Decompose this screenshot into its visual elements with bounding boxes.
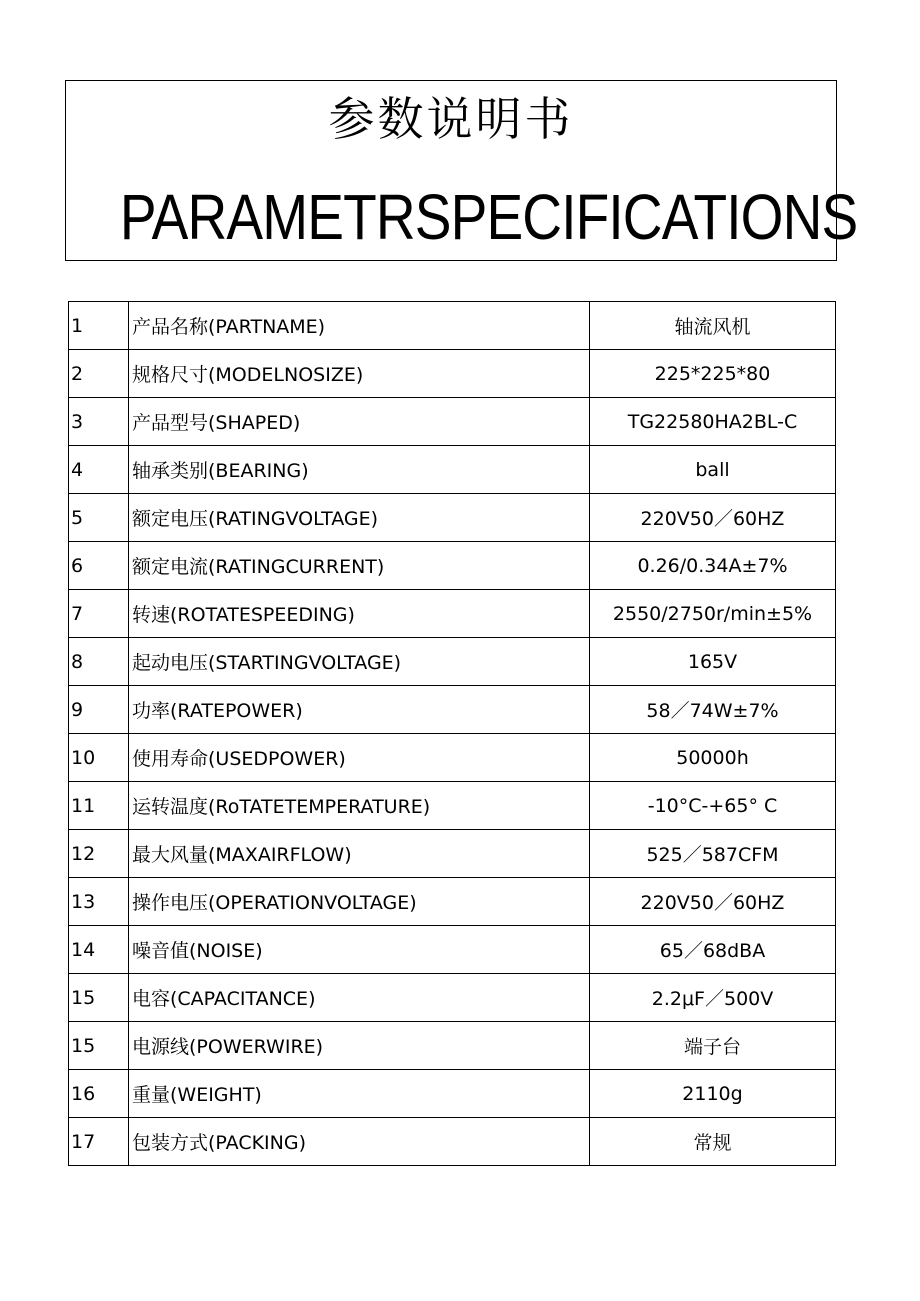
table-row xyxy=(69,638,836,686)
parameter-value: 65／68dBA xyxy=(590,926,836,974)
parameter-value: 端子台 xyxy=(590,1022,836,1070)
parameter-name: 电容(CAPACITANCE) xyxy=(129,974,590,1022)
parameter-value: 225*225*80 xyxy=(590,350,836,398)
parameter-value: 2550/2750r/min±5% xyxy=(590,590,836,638)
parameter-name: 运转温度(RoTATETEMPERATURE) xyxy=(129,782,590,830)
table-row xyxy=(69,542,836,590)
parameter-value: 2.2μF／500V xyxy=(590,974,836,1022)
table-row xyxy=(69,926,836,974)
row-number: 16 xyxy=(69,1070,129,1118)
parameter-name: 噪音值(NOISE) xyxy=(129,926,590,974)
parameter-name: 产品型号(SHAPED) xyxy=(129,398,590,446)
parameter-name: 操作电压(OPERATIONVOLTAGE) xyxy=(129,878,590,926)
table-row xyxy=(69,974,836,1022)
row-number: 17 xyxy=(69,1118,129,1166)
table-row xyxy=(69,590,836,638)
row-number: 15 xyxy=(69,1022,129,1070)
parameter-name: 使用寿命(USEDPOWER) xyxy=(129,734,590,782)
title-english: PARAMETRSPECIFICATIONS xyxy=(119,181,858,253)
parameter-value: 轴流风机 xyxy=(590,302,836,350)
parameter-value: 2110g xyxy=(590,1070,836,1118)
table-row xyxy=(69,398,836,446)
table-row xyxy=(69,302,836,350)
parameter-name: 起动电压(STARTINGVOLTAGE) xyxy=(129,638,590,686)
row-number: 4 xyxy=(69,446,129,494)
parameter-value: 58／74W±7% xyxy=(590,686,836,734)
table-row xyxy=(69,782,836,830)
table-row xyxy=(69,446,836,494)
table-row xyxy=(69,1118,836,1166)
parameter-name: 产品名称(PARTNAME) xyxy=(129,302,590,350)
parameter-value: 常规 xyxy=(590,1118,836,1166)
row-number: 5 xyxy=(69,494,129,542)
title-chinese: 参数说明书 xyxy=(328,92,574,146)
parameter-value: -10°C-+65° C xyxy=(590,782,836,830)
row-number: 15 xyxy=(69,974,129,1022)
row-number: 13 xyxy=(69,878,129,926)
row-number: 9 xyxy=(69,686,129,734)
title-box xyxy=(65,80,858,261)
parameter-name: 转速(ROTATESPEEDING) xyxy=(129,590,590,638)
parameter-name: 包装方式(PACKING) xyxy=(129,1118,590,1166)
row-number: 10 xyxy=(69,734,129,782)
parameter-value: 220V50／60HZ xyxy=(590,878,836,926)
parameter-name: 重量(WEIGHT) xyxy=(129,1070,590,1118)
parameter-value: 525／587CFM xyxy=(590,830,836,878)
table-row xyxy=(69,1022,836,1070)
table-row xyxy=(69,1070,836,1118)
row-number: 7 xyxy=(69,590,129,638)
parameter-value: ball xyxy=(590,446,836,494)
parameter-name: 最大风量(MAXAIRFLOW) xyxy=(129,830,590,878)
table-row xyxy=(69,350,836,398)
row-number: 12 xyxy=(69,830,129,878)
row-number: 2 xyxy=(69,350,129,398)
parameter-name: 轴承类别(BEARING) xyxy=(129,446,590,494)
table-row xyxy=(69,830,836,878)
row-number: 14 xyxy=(69,926,129,974)
parameter-value: 50000h xyxy=(590,734,836,782)
parameter-name: 额定电流(RATINGCURRENT) xyxy=(129,542,590,590)
parameter-value: TG22580HA2BL-C xyxy=(590,398,836,446)
parameter-name: 规格尺寸(MODELNOSIZE) xyxy=(129,350,590,398)
table-row xyxy=(69,734,836,782)
parameter-value: 165V xyxy=(590,638,836,686)
table-row xyxy=(69,686,836,734)
table-row xyxy=(69,878,836,926)
row-number: 1 xyxy=(69,302,129,350)
parameter-name: 额定电压(RATINGVOLTAGE) xyxy=(129,494,590,542)
parameter-value: 220V50／60HZ xyxy=(590,494,836,542)
parameter-name: 功率(RATEPOWER) xyxy=(129,686,590,734)
parameter-name: 电源线(POWERWIRE) xyxy=(129,1022,590,1070)
row-number: 11 xyxy=(69,782,129,830)
row-number: 6 xyxy=(69,542,129,590)
parameter-value: 0.26/0.34A±7% xyxy=(590,542,836,590)
row-number: 8 xyxy=(69,638,129,686)
table-row xyxy=(69,494,836,542)
spec-table xyxy=(68,301,836,1166)
row-number: 3 xyxy=(69,398,129,446)
